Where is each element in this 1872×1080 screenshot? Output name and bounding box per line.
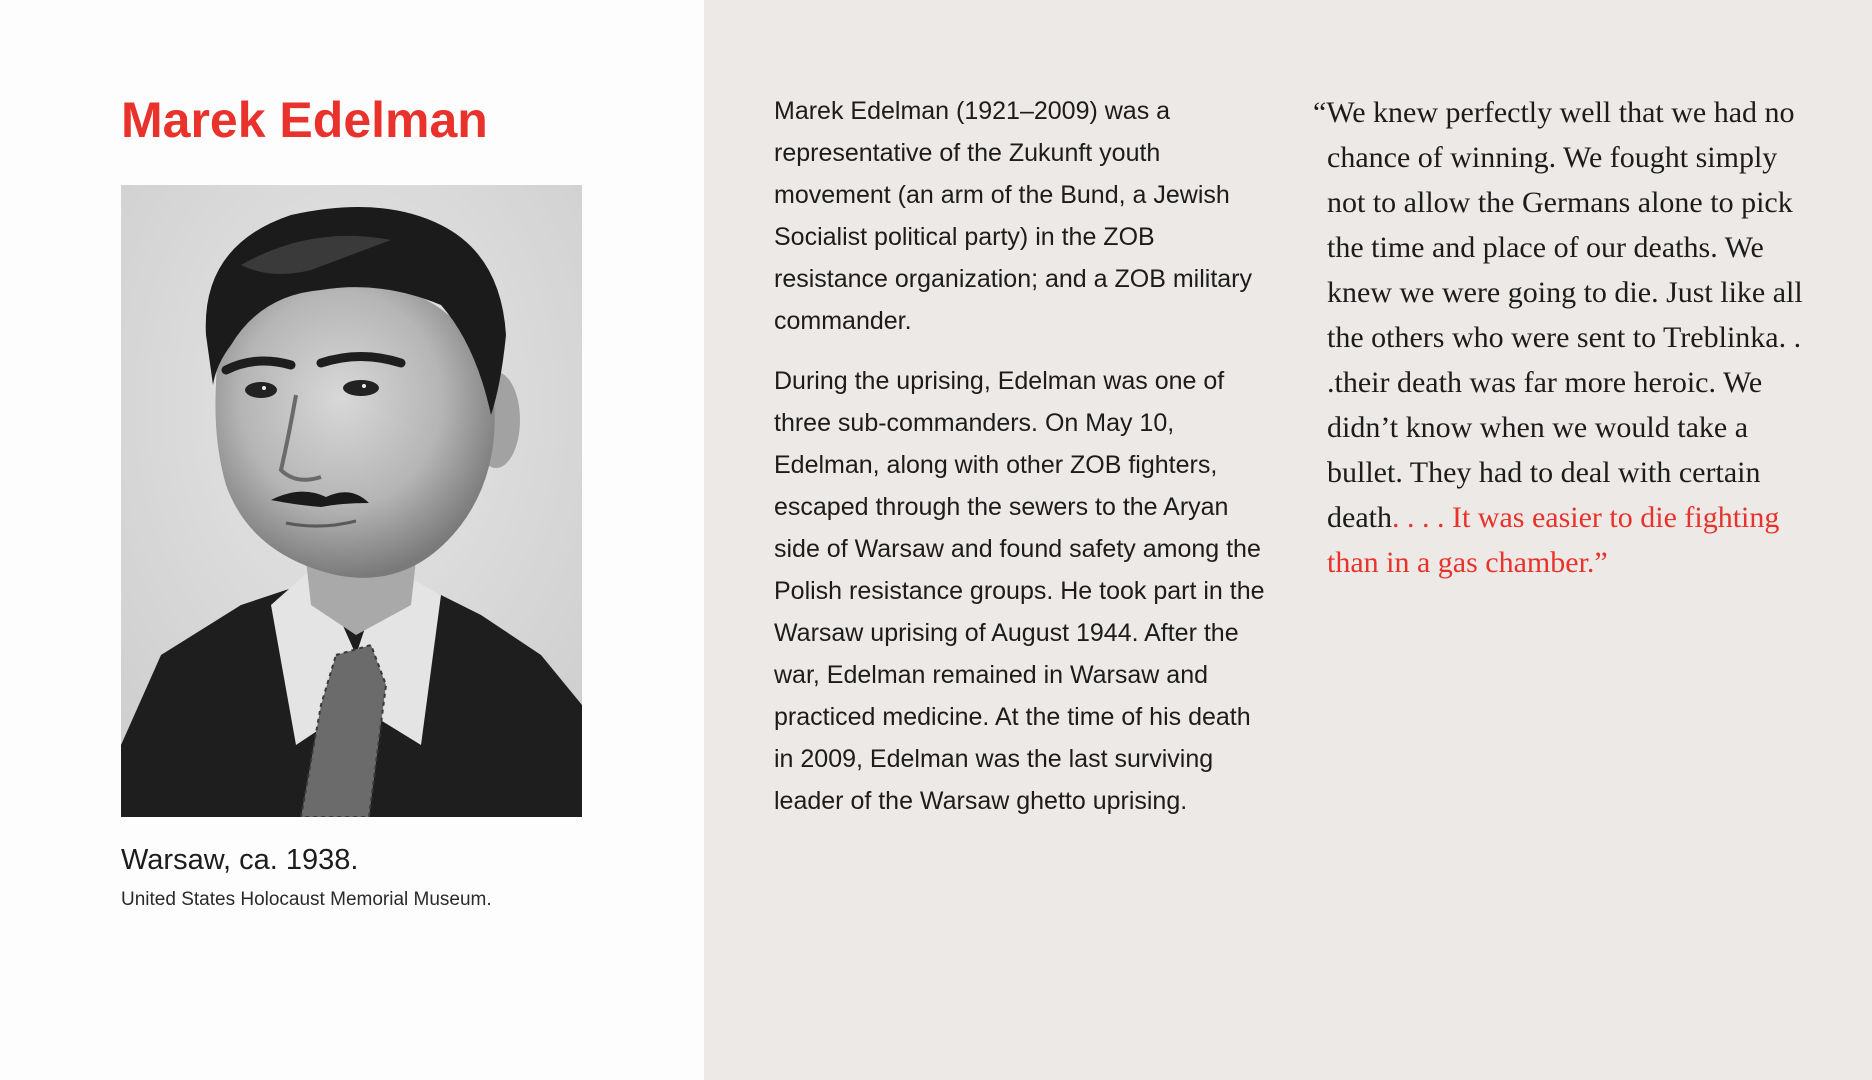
quote-text xyxy=(1313,90,1819,585)
photo-credit: United States Holocaust Memorial Museum. xyxy=(121,889,492,910)
bio-paragraph-1: Marek Edelman (1921–2009) was a representative of the Zukunft youth movement (an arm of the Bund, a Jewish Socialist political party) in the ZOB resistance organization; and a ZOB military commander. xyxy=(774,97,1252,335)
page-title: Marek Edelman xyxy=(121,92,488,148)
quote-highlight: . . . . It was easier to die fighting than in a gas chamber.” xyxy=(1327,501,1780,579)
portrait-photo xyxy=(121,185,582,817)
left-panel xyxy=(0,0,704,1080)
quote-main: “We knew perfectly well that we had no chance of winning. We fought simply not to allow the Germans alone to pick the time and place of our deaths. We knew we were going to die. Just like all the others who were sent to Treblinka. . .their death was far more heroic. We didn’t know when we would take a bullet. They had to deal with certain death xyxy=(1313,96,1803,534)
bio-paragraph-2: During the uprising, Edelman was one of three sub-commanders. On May 10, Edelman, along with other ZOB fighters, escaped through the sewers to the Aryan side of Warsaw and found safety among the Polish resistance groups. He took part in the Warsaw uprising of August 1944. After the war, Edelman remained in Warsaw and practiced medicine. At the time of his death in 2009, Edelman was the last surviving leader of the Warsaw ghetto uprising. xyxy=(774,367,1265,815)
photo-caption: Warsaw, ca. 1938. xyxy=(121,844,359,876)
biography-text xyxy=(774,90,1269,840)
